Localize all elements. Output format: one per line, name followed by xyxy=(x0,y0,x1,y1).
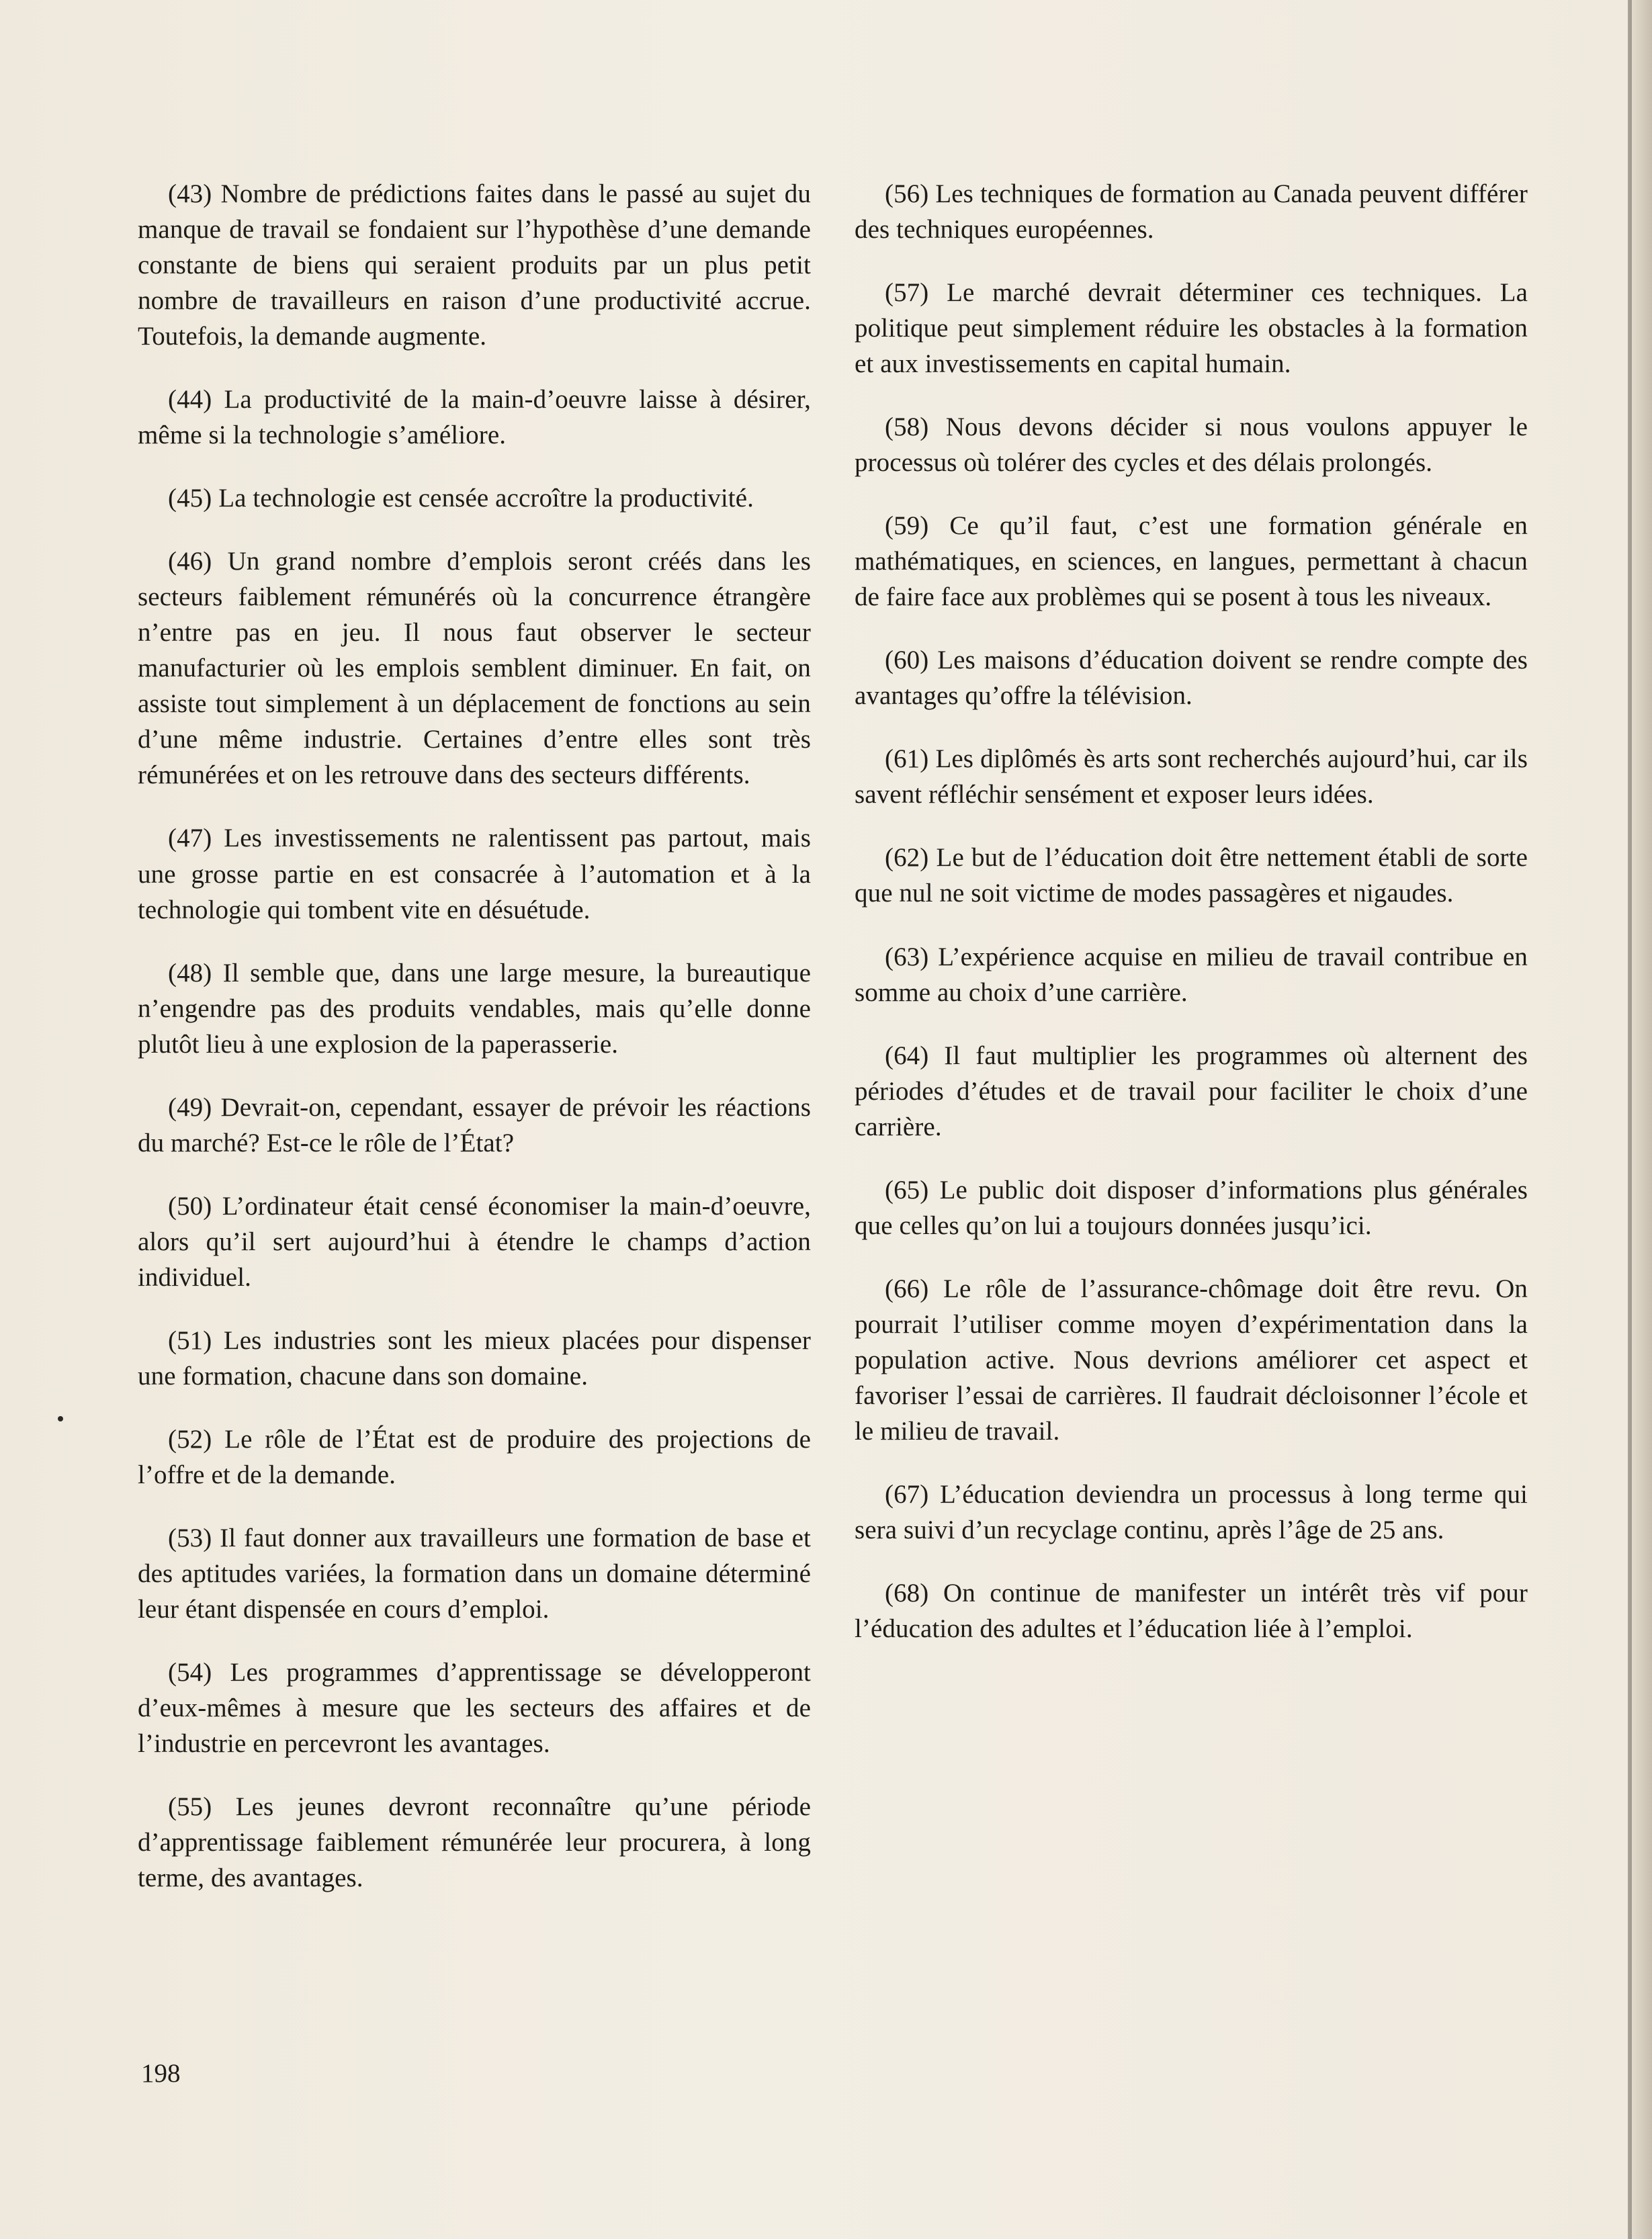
paragraph-57: (57) Le marché devrait déterminer ces techniques. La politique peut simplement réduire les obstacles à la formation et aux investissements en capital humain. xyxy=(855,278,1528,379)
paragraph-60: (60) Les maisons d’éducation doivent se rendre compte des avantages qu’offre la télévision. xyxy=(855,646,1528,711)
margin-mark-dot xyxy=(58,1416,63,1421)
paragraph-66: (66) Le rôle de l’assurance-chômage doit être revu. On pourrait l’utiliser comme moyen d’expérimentation dans la population active. Nous devrions améliorer cet aspect et favoriser l’essai de carrières. Il faudrait décloisonner l’école et le milieu de travail. xyxy=(855,1274,1528,1446)
paragraph-55: (55) Les jeunes devront reconnaître qu’une période d’apprentissage faiblement rémunérée leur procurera, à long terme, des avantages. xyxy=(138,1792,811,1893)
left-text-column xyxy=(138,176,811,1923)
paragraph-54: (54) Les programmes d’apprentissage se développeront d’eux-mêmes à mesure que les secteurs des affaires et de l’industrie en percevront les avantages. xyxy=(138,1658,811,1759)
paragraph-45: (45) La technologie est censée accroître la productivité. xyxy=(168,484,754,513)
paragraph-62: (62) Le but de l’éducation doit être nettement établi de sorte que nul ne soit victime de modes passagères et nigaudes. xyxy=(855,843,1528,908)
paragraph-44: (44) La productivité de la main-d’oeuvre laisse à désirer, même si la technologie s’améliore. xyxy=(138,385,811,450)
paragraph-64: (64) Il faut multiplier les programmes où alternent des périodes d’études et de travail pour faciliter le choix d’une carrière. xyxy=(855,1041,1528,1141)
paragraph-61: (61) Les diplômés ès arts sont recherchés aujourd’hui, car ils savent réfléchir sensément et exposer leurs idées. xyxy=(855,744,1528,809)
paragraph-46: (46) Un grand nombre d’emplois seront créés dans les secteurs faiblement rémunérés où la concurrence étrangère n’entre pas en jeu. Il nous faut observer le secteur manufacturier où les emplois semblent diminuer. En fait, on assiste tout simplement à un déplacement de fonctions au sein d’une même industrie. Certaines d’entre elles sont très rémunérées et on les retrouve dans des secteurs différents. xyxy=(138,547,811,790)
binding-shadow-line xyxy=(1628,0,1632,2239)
paragraph-65: (65) Le public doit disposer d’informations plus générales que celles qu’on lui a toujours données jusqu’ici. xyxy=(855,1175,1528,1240)
paragraph-48: (48) Il semble que, dans une large mesure, la bureautique n’engendre pas des produits vendables, mais qu’elle donne plutôt lieu à une explosion de la paperasserie. xyxy=(138,958,811,1059)
paragraph-51: (51) Les industries sont les mieux placées pour dispenser une formation, chacune dans son domaine. xyxy=(138,1325,811,1391)
paragraph-67: (67) L’éducation deviendra un processus à long terme qui sera suivi d’un recyclage continu, après l’âge de 25 ans. xyxy=(855,1479,1528,1544)
paragraph-43: (43) Nombre de prédictions faites dans le passé au sujet du manque de travail se fondaient sur l’hypothèse d’une demande constante de biens qui seraient produits par un plus petit nombre de travailleurs en raison d’une productivité accrue. Toutefois, la demande augmente. xyxy=(138,179,811,351)
paragraph-47: (47) Les investissements ne ralentissent pas partout, mais une grosse partie en est consacrée à l’automation et à la technologie qui tombent vite en désuétude. xyxy=(138,824,811,924)
paragraph-53: (53) Il faut donner aux travailleurs une formation de base et des aptitudes variées, la formation dans un domaine déterminé leur étant dispensée en cours d’emploi. xyxy=(138,1523,811,1624)
paragraph-56: (56) Les techniques de formation au Canada peuvent différer des techniques européennes. xyxy=(855,179,1528,245)
paragraph-50: (50) L’ordinateur était censé économiser la main-d’oeuvre, alors qu’il sert aujourd’hui à étendre le champs d’action individuel. xyxy=(138,1191,811,1292)
right-text-column xyxy=(855,176,1528,1674)
paragraph-68: (68) On continue de manifester un intérêt très vif pour l’éducation des adultes et l’éducation liée à l’emploi. xyxy=(855,1578,1528,1643)
paragraph-58: (58) Nous devons décider si nous voulons appuyer le processus où tolérer des cycles et des délais prolongés. xyxy=(855,412,1528,478)
page-binding-edge xyxy=(1629,0,1652,2239)
page-number: 198 xyxy=(141,2059,181,2088)
paragraph-63: (63) L’expérience acquise en milieu de travail contribue en somme au choix d’une carrière. xyxy=(855,942,1528,1007)
paragraph-52: (52) Le rôle de l’État est de produire des projections de l’offre et de la demande. xyxy=(138,1424,811,1489)
paragraph-59: (59) Ce qu’il faut, c’est une formation générale en mathématiques, en sciences, en langues, permettant à chacun de faire face aux problèmes qui se posent à tous les niveaux. xyxy=(855,511,1528,612)
paragraph-49: (49) Devrait-on, cependant, essayer de prévoir les réactions du marché? Est-ce le rôle de l’État? xyxy=(138,1092,811,1157)
